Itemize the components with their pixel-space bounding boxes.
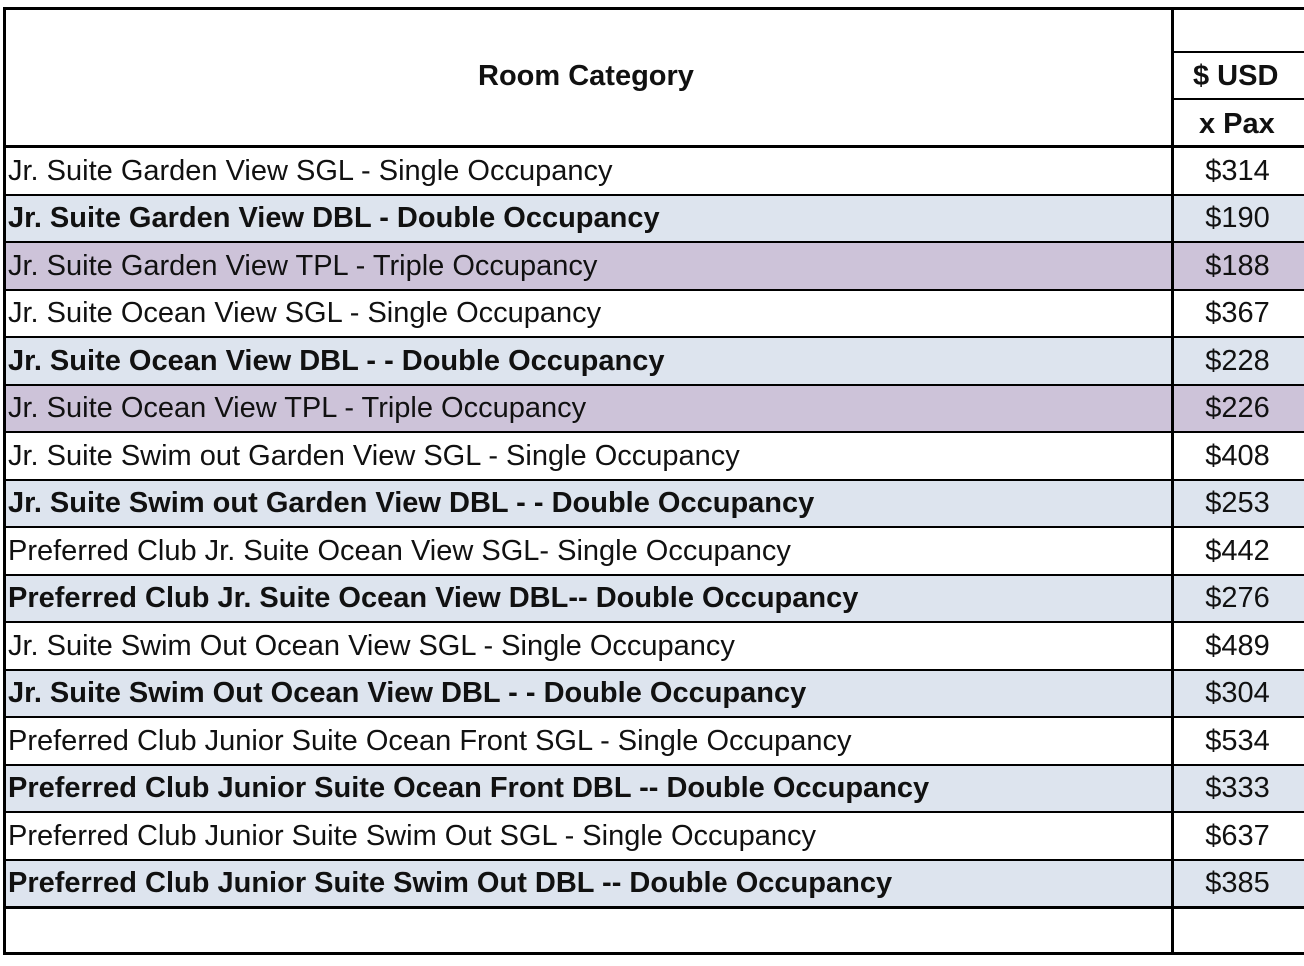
row-divider [3,811,1304,813]
price-cell: $385 [1205,867,1270,899]
row-divider [3,764,1304,766]
room-category-cell: Preferred Club Junior Suite Swim Out SGL - Single Occupancy [8,819,817,852]
price-cell: $637 [1205,819,1270,852]
row-divider [3,716,1304,718]
price-cell: $226 [1205,392,1270,424]
price-cell: $190 [1205,202,1270,234]
table-bottom-border [3,952,1304,955]
price-cell: $408 [1205,439,1270,472]
price-cell: $228 [1205,344,1270,377]
room-category-cell: Jr. Suite Swim out Garden View DBL - - Double Occupancy [8,487,815,519]
room-category-cell: Jr. Suite Swim Out Ocean View DBL - - Double Occupancy [8,677,807,709]
room-category-cell: Preferred Club Junior Suite Ocean Front SGL - Single Occupancy [8,724,852,757]
header-price-per-pax: x Pax [1199,108,1275,140]
price-cell: $367 [1205,297,1270,329]
room-category-cell: Jr. Suite Ocean View DBL - - Double Occupancy [8,344,665,377]
header-bottom-border [3,145,1304,148]
room-category-cell: Preferred Club Junior Suite Ocean Front DBL -- Double Occupancy [8,772,930,804]
room-category-cell: Jr. Suite Swim out Garden View SGL - Single Occupancy [8,439,740,472]
row-divider [3,194,1304,196]
row-divider [3,336,1304,338]
room-category-cell: Jr. Suite Ocean View TPL - Triple Occupancy [8,392,587,424]
row-divider [3,526,1304,528]
price-cell: $333 [1205,772,1270,804]
price-cell: $188 [1205,249,1270,282]
room-category-cell: Jr. Suite Ocean View SGL - Single Occupancy [8,297,602,329]
row-divider [3,574,1304,576]
row-divider [3,289,1304,291]
row-divider [3,859,1304,861]
header-room-category: Room Category [478,60,694,92]
room-category-cell: Jr. Suite Garden View TPL - Triple Occupancy [8,249,598,282]
room-category-cell: Preferred Club Jr. Suite Ocean View DBL-- Double Occupancy [8,582,859,614]
row-divider [3,384,1304,386]
price-cell: $314 [1205,154,1270,187]
price-cell: $534 [1205,724,1270,757]
row-divider [3,431,1304,433]
header-price-usd: $ USD [1193,60,1279,92]
room-category-cell: Jr. Suite Garden View DBL - Double Occupancy [8,202,660,234]
price-cell: $442 [1205,534,1270,567]
price-cell: $489 [1205,629,1270,662]
room-category-cell: Preferred Club Jr. Suite Ocean View SGL- Single Occupancy [8,534,791,567]
room-category-cell: Jr. Suite Swim Out Ocean View SGL - Single Occupancy [8,629,735,662]
room-category-cell: Jr. Suite Garden View SGL - Single Occupancy [8,154,613,187]
row-divider [3,669,1304,671]
data-bottom-border [3,906,1304,909]
price-cell: $276 [1205,582,1270,614]
row-divider [3,479,1304,481]
room-category-cell: Preferred Club Junior Suite Swim Out DBL -- Double Occupancy [8,867,893,899]
price-header-divider [1174,51,1304,53]
table-top-border [3,7,1304,10]
price-cell: $253 [1205,487,1270,519]
row-divider [3,621,1304,623]
price-cell: $304 [1205,677,1270,709]
price-header-divider [1174,98,1304,100]
row-divider [3,241,1304,243]
